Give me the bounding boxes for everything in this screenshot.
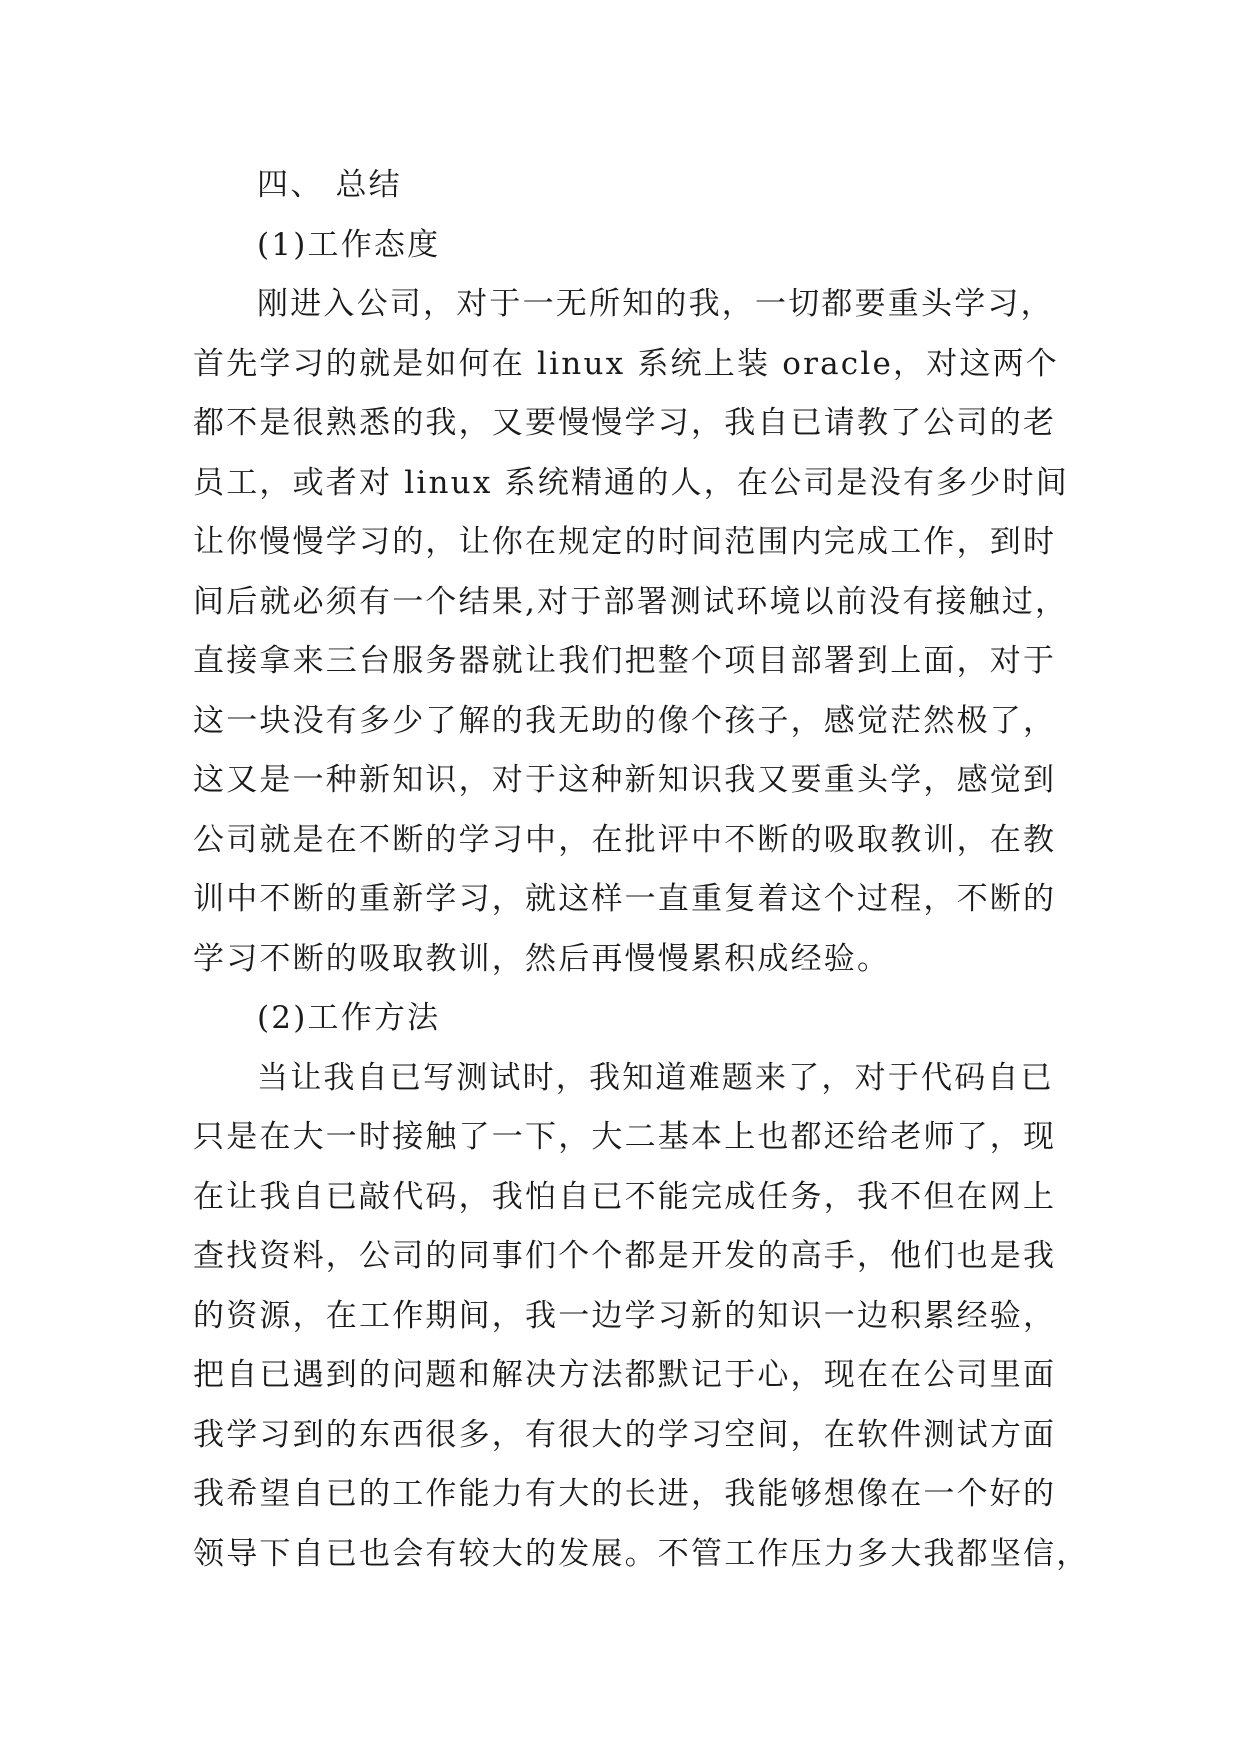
paragraph-line: 把自已遇到的问题和解决方法都默记于心，现在在公司里面 (193, 1357, 1057, 1393)
subsection-title-work-attitude: (1)工作态度 (257, 226, 441, 263)
paragraph-line: 训中不断的重新学习，就这样一直重复着这个过程，不断的 (193, 881, 1057, 917)
subsection-title-work-method: (2)工作方法 (257, 1000, 441, 1036)
paragraph-line: 都不是很熟悉的我，又要慢慢学习，我自已请教了公司的老 (193, 405, 1057, 441)
paragraph-line: 刚进入公司，对于一无所知的我，一切都要重头学习， (257, 286, 1054, 322)
paragraph-line: 在让我自已敲代码，我怕自已不能完成任务，我不但在网上 (193, 1178, 1057, 1215)
paragraph-line: 间后就必须有一个结果,对于部署测试环境以前没有接触过， (193, 583, 1069, 620)
paragraph-line: 首先学习的就是如何在 linux 系统上装 oracle，对这两个 (193, 345, 1059, 382)
paragraph-line: 让你慢慢学习的，让你在规定的时间范围内完成工作，到时 (193, 524, 1057, 560)
paragraph-line: 公司就是在不断的学习中，在批评中不断的吸取教训，在教 (193, 821, 1057, 858)
paragraph-line: 查找资料，公司的同事们个个都是开发的高手，他们也是我 (193, 1238, 1057, 1274)
paragraph-line: 只是在大一时接触了一下，大二基本上也都还给老师了，现 (193, 1119, 1057, 1155)
paragraph-line: 的资源，在工作期间，我一边学习新的知识一边积累经验， (193, 1297, 1057, 1334)
paragraph-line: 领导下自已也会有较大的发展。不管工作压力多大我都坚信， (193, 1535, 1090, 1572)
section-heading: 四、 总结 (257, 167, 402, 203)
paragraph-line: 我学习到的东西很多，有很大的学习空间，在软件测试方面 (193, 1416, 1057, 1453)
document-body (193, 156, 1090, 1584)
paragraph-line: 当让我自已写测试时，我知道难题来了，对于代码自已 (257, 1059, 1054, 1096)
paragraph-line: 这一块没有多少了解的我无助的像个孩子，感觉茫然极了， (193, 702, 1057, 739)
paragraph-line: 学习不断的吸取教训，然后再慢慢累积成经验。 (193, 940, 891, 977)
paragraph-line: 我希望自已的工作能力有大的长进，我能够想像在一个好的 (193, 1476, 1057, 1512)
paragraph-line: 员工，或者对 linux 系统精通的人，在公司是没有多少时间 (193, 464, 1069, 501)
paragraph-line: 这又是一种新知识，对于这种新知识我又要重头学，感觉到 (193, 762, 1057, 798)
paragraph-line: 直接拿来三台服务器就让我们把整个项目部署到上面，对于 (193, 643, 1057, 679)
